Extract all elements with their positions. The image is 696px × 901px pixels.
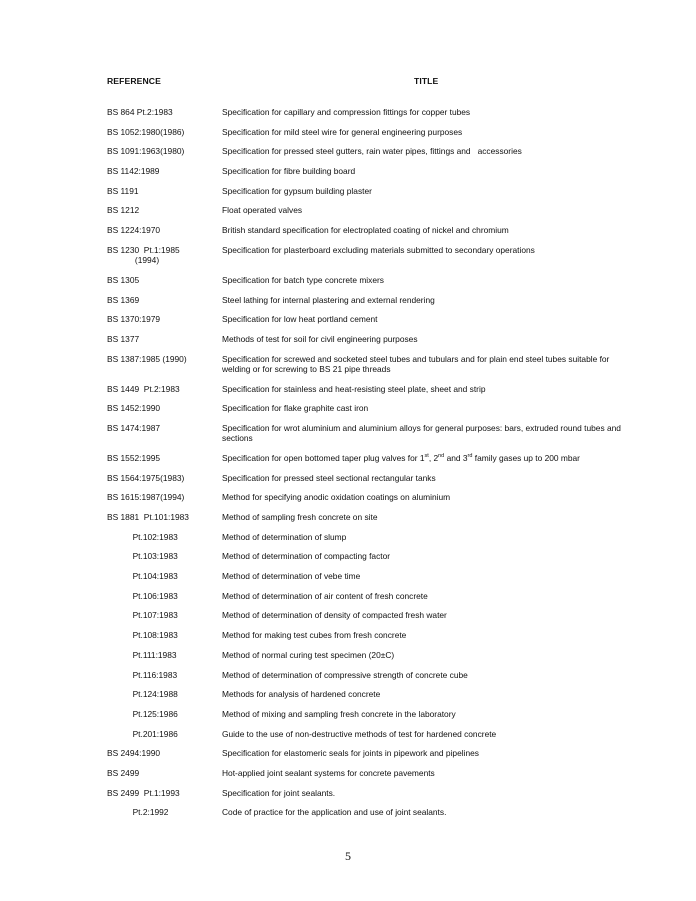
table-row [0,492,696,512]
table-row [0,512,696,532]
reference-cell: BS 1615:1987(1994) [107,492,185,503]
reference-cell: Pt.111:1983 [107,649,177,660]
title-text: family gases up to 200 mbar [472,452,580,463]
reference-cell: Pt.124:1988 [107,689,178,700]
title-cell: Specification for mild steel wire for general engineering purposes [222,126,463,137]
reference-column-header: REFERENCE [107,76,161,86]
title-cell: Method for making test cubes from fresh concrete [222,630,407,641]
reference-cell: BS 1191 [107,185,139,196]
title-cell: Specification for plasterboard excluding materials submitted to secondary operations [222,244,535,255]
reference-cell: BS 1387:1985 (1990) [107,353,187,364]
reference-cell: BS 1370:1979 [107,314,161,325]
table-row [0,334,696,354]
reference-cell: BS 1564:1975(1983) [107,472,185,483]
table-row [0,610,696,630]
table-row [0,146,696,166]
title-cell: Method of determination of air content of fresh concrete [222,590,428,601]
table-row [0,245,696,275]
table-row [0,807,696,827]
table-row [0,205,696,225]
table-row [0,354,696,384]
ordinal-superscript: nd [438,453,445,460]
reference-cell: BS 1377 [107,333,140,344]
title-cell: Specification for elastomeric seals for joints in pipework and pipelines [222,748,479,759]
reference-cell: BS 2494:1990 [107,748,161,759]
reference-cell: BS 1142:1989 [107,166,160,177]
table-row [0,295,696,315]
page-number: 5 [345,849,351,863]
reference-cell: BS 1052:1980(1986) [107,126,185,137]
reference-cell: Pt.116:1983 [107,669,178,680]
title-column-header: TITLE [414,76,439,86]
table-row [0,571,696,591]
reference-cell: BS 1474:1987 [107,422,161,433]
reference-table [0,107,696,827]
reference-cell: BS 1881 Pt.101:1983 [107,512,189,522]
title-cell: Specification for pressed steel sectional rectangular tanks [222,472,436,483]
table-row [0,650,696,670]
reference-cell: BS 2499 Pt.1:1993 [107,787,180,798]
reference-cell: Pt.102:1983 [107,531,178,542]
table-row [0,225,696,245]
title-cell: Steel lathing for internal plastering and external rendering [222,294,435,305]
title-cell: Methods for analysis of hardened concrete [222,689,381,700]
title-cell: Methods of test for soil for civil engineering purposes [222,333,418,344]
table-row [0,768,696,788]
reference-cell: BS 1552:1995 [107,452,161,463]
title-cell: Specification for flake graphite cast iron [222,403,369,414]
table-row [0,473,696,493]
title-text: , 2 [428,452,439,463]
title-text: and 3 [444,452,468,463]
reference-cell: Pt.107:1983 [107,610,178,621]
reference-cell: BS 2499 [107,767,140,778]
table-row [0,127,696,147]
table-row [0,532,696,552]
title-cell: Specification for joint sealants. [222,787,336,798]
reference-cell: BS 864 Pt.2:1983 [107,107,173,117]
table-row [0,384,696,404]
title-cell: Specification for pressed steel gutters, rain water pipes, fittings and accessories [222,146,522,157]
title-text: Specification for open bottomed taper plug valves for 1 [222,452,425,463]
title-cell: Specification for batch type concrete mixers [222,274,384,285]
table-row [0,314,696,334]
reference-cell: Pt.103:1983 [107,551,178,562]
ordinal-superscript: rd [467,453,473,460]
reference-cell: BS 1224:1970 [107,225,161,236]
table-row [0,423,696,453]
reference-cell: BS 1212 [107,205,140,216]
title-cell: British standard specification for electroplated coating of nickel and chromium [222,225,509,236]
reference-cell: Pt.125:1986 [107,708,178,719]
table-row [0,275,696,295]
table-row [0,689,696,709]
title-cell: Specification for capillary and compression fittings for copper tubes [222,107,471,117]
reference-cell: Pt.108:1983 [107,630,178,641]
reference-cell: BS 1091:1963(1980) [107,146,185,157]
title-cell: Specification for screwed and socketed steel tubes and tubulars and for plain end steel tubes suitable for welding or for screwing to BS 21 pipe threads [222,353,610,374]
title-cell: Method of determination of compacting factor [222,551,391,562]
ordinal-superscript: st [424,453,429,460]
reference-cell: Pt.104:1983 [107,571,178,582]
title-cell: Method of mixing and sampling fresh concrete in the laboratory [222,708,456,719]
title-cell: Hot-applied joint sealant systems for concrete pavements [222,767,435,778]
title-cell: Guide to the use of non-destructive methods of test for hardened concrete [222,728,497,739]
reference-cell: BS 1449 Pt.2:1983 [107,383,180,394]
reference-cell: Pt.2:1992 [107,807,169,818]
reference-cell: BS 1305 [107,274,140,285]
table-row [0,403,696,423]
table-row [0,748,696,768]
title-cell: Method of determination of density of compacted fresh water [222,610,447,621]
reference-cell: BS 1230 Pt.1:1985 (1994) [107,244,180,265]
table-row [0,630,696,650]
table-row [0,788,696,808]
title-cell: Method of normal curing test specimen (20±C) [222,649,395,660]
table-row [0,729,696,749]
title-cell: Method for specifying anodic oxidation coatings on aluminium [222,492,451,503]
title-cell: Method of determination of vebe time [222,571,361,582]
reference-cell: Pt.201:1986 [107,728,178,739]
title-cell: Float operated valves [222,205,303,216]
title-cell: Specification for wrot aluminium and aluminium alloys for general purposes: bars, extruded round tubes and sections [222,422,621,443]
title-cell: Method of determination of compressive strength of concrete cube [222,669,468,680]
table-row [0,166,696,186]
title-cell: Specification for fibre building board [222,166,356,177]
table-row [0,709,696,729]
table-row [0,670,696,690]
title-cell: Method of sampling fresh concrete on site [222,512,378,522]
table-row [0,453,696,473]
title-cell: Method of determination of slump [222,531,347,542]
title-cell: Code of practice for the application and use of joint sealants. [222,807,447,818]
title-cell: Specification for stainless and heat-resisting steel plate, sheet and strip [222,383,486,394]
table-row [0,551,696,571]
title-cell: Specification for gypsum building plaster [222,185,372,196]
reference-cell: BS 1369 [107,294,140,305]
reference-cell: Pt.106:1983 [107,590,178,601]
title-cell: Specification for low heat portland cement [222,314,378,325]
table-row [0,186,696,206]
table-row [0,107,696,127]
table-row [0,591,696,611]
reference-cell: BS 1452:1990 [107,403,161,414]
title-cell [222,453,636,463]
